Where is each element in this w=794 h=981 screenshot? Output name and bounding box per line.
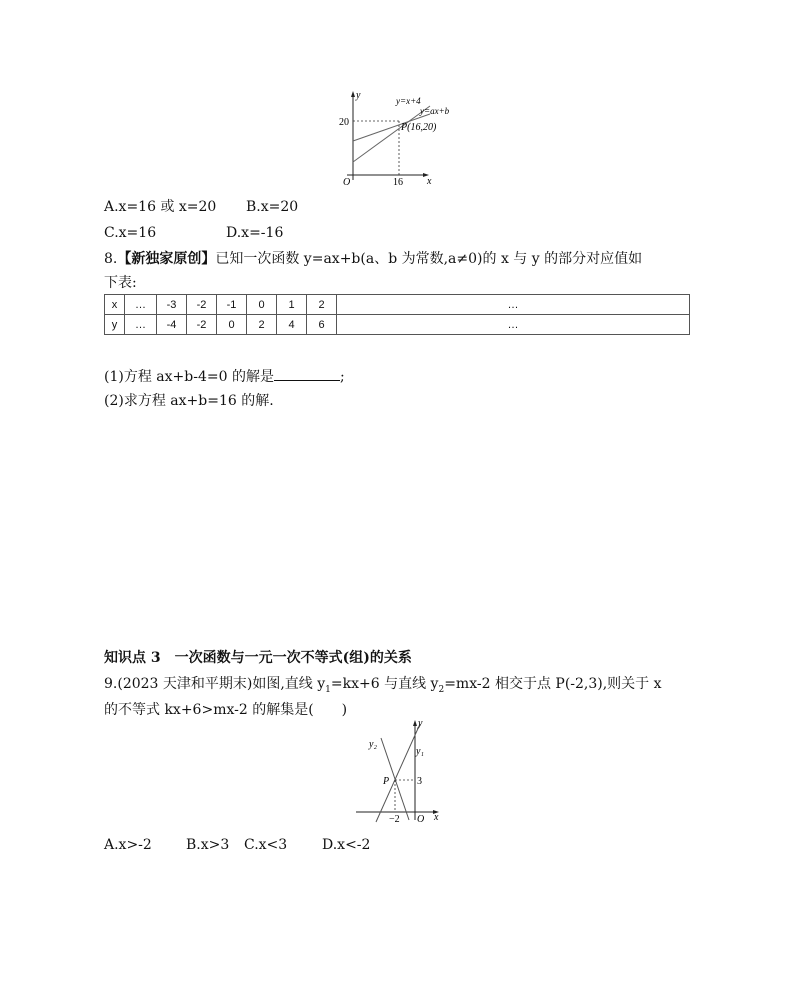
q9-y-tick: 3 — [417, 776, 422, 787]
table-cell: … — [337, 295, 690, 315]
q9-sub1: 1 — [325, 684, 331, 695]
q8-stem-text: 已知一次函数 y=ax+b(a、b 为常数,a≠0)的 x 与 y 的部分对应值如 — [215, 251, 643, 267]
table-row-y — [105, 315, 690, 335]
table-cell: 2 — [307, 295, 337, 315]
table-cell: 1 — [277, 295, 307, 315]
q7-line2-label: y=ax+b — [420, 106, 450, 116]
table-cell: -2 — [187, 295, 217, 315]
q8-tag: 【新独家原创】 — [117, 251, 216, 267]
q9-point-label: P — [383, 776, 390, 787]
q9-stem-a: 9.(2023 天津和平期末)如图,直线 y — [104, 676, 326, 692]
q8-part1-text: (1)方程 ax+b-4=0 的解是 — [104, 369, 274, 385]
q9-stem-c: =mx-2 相交于点 P(-2,3),则关于 x — [444, 676, 662, 692]
section-heading: 知识点 3 一次函数与一元一次不等式(组)的关系 — [104, 650, 412, 666]
q7-point-label: P(16,20) — [401, 122, 437, 133]
q7-y-axis-label: y — [356, 90, 361, 101]
q9-graph — [352, 716, 446, 824]
q7-line-x-plus-4 — [353, 106, 430, 162]
q9-option-b[interactable]: B.x>3 — [186, 837, 230, 853]
q9-stem-line1 — [104, 675, 662, 699]
q7-option-a[interactable]: A.x=16 或 x=20 — [104, 199, 217, 215]
q7-option-b[interactable]: B.x=20 — [246, 199, 299, 215]
q8-part1 — [104, 366, 345, 386]
q7-graph — [330, 88, 480, 190]
q9-y2-label: y₂ — [369, 739, 377, 750]
q7-x-axis-label: x — [427, 176, 432, 187]
q8-stem-line1 — [104, 250, 642, 268]
q7-option-c[interactable]: C.x=16 — [104, 225, 157, 241]
table-cell: … — [125, 295, 157, 315]
q8-part1-end: ; — [339, 369, 345, 385]
q9-x-tick: −2 — [389, 814, 400, 824]
table-cell: -1 — [217, 295, 247, 315]
table-cell: 6 — [307, 315, 337, 335]
q9-y1-label: y₁ — [416, 746, 424, 757]
q8-part2: (2)求方程 ax+b=16 的解. — [104, 393, 274, 409]
table-row-x — [105, 295, 690, 315]
q8-part1-blank[interactable] — [274, 366, 340, 381]
q7-x-tick: 16 — [393, 177, 403, 188]
q9-sub2: 2 — [438, 684, 445, 695]
table-cell: y — [105, 315, 125, 335]
q9-stem-line2: 的不等式 kx+6>mx-2 的解集是( ) — [104, 702, 348, 718]
table-cell: 2 — [247, 315, 277, 335]
q9-stem-b: =kx+6 与直线 y — [330, 676, 439, 692]
q9-origin: O — [417, 814, 425, 824]
table-cell: -4 — [157, 315, 187, 335]
q9-line-y1 — [376, 724, 420, 822]
q9-y-arrow — [413, 720, 417, 726]
table-cell: x — [105, 295, 125, 315]
q9-option-a[interactable]: A.x>-2 — [104, 837, 152, 853]
table-cell: -2 — [187, 315, 217, 335]
q9-option-d[interactable]: D.x<-2 — [322, 837, 371, 853]
table-cell: -3 — [157, 295, 187, 315]
q7-option-d[interactable]: D.x=-16 — [226, 225, 284, 241]
table-cell: 0 — [217, 315, 247, 335]
q9-x-axis-label: x — [434, 812, 439, 823]
table-cell: … — [337, 315, 690, 335]
table-cell: 0 — [247, 295, 277, 315]
table-cell: … — [125, 315, 157, 335]
q8-value-table — [104, 294, 690, 335]
q8-stem-line2: 下表: — [104, 275, 137, 291]
q9-y-axis-label: y — [418, 718, 423, 729]
q9-option-c[interactable]: C.x<3 — [244, 837, 288, 853]
q8-number: 8. — [104, 251, 118, 267]
q7-origin: O — [343, 177, 351, 188]
table-cell: 4 — [277, 315, 307, 335]
q7-line1-label: y=x+4 — [396, 96, 421, 106]
q7-y-tick: 20 — [339, 117, 349, 128]
q7-y-arrow — [351, 91, 355, 97]
